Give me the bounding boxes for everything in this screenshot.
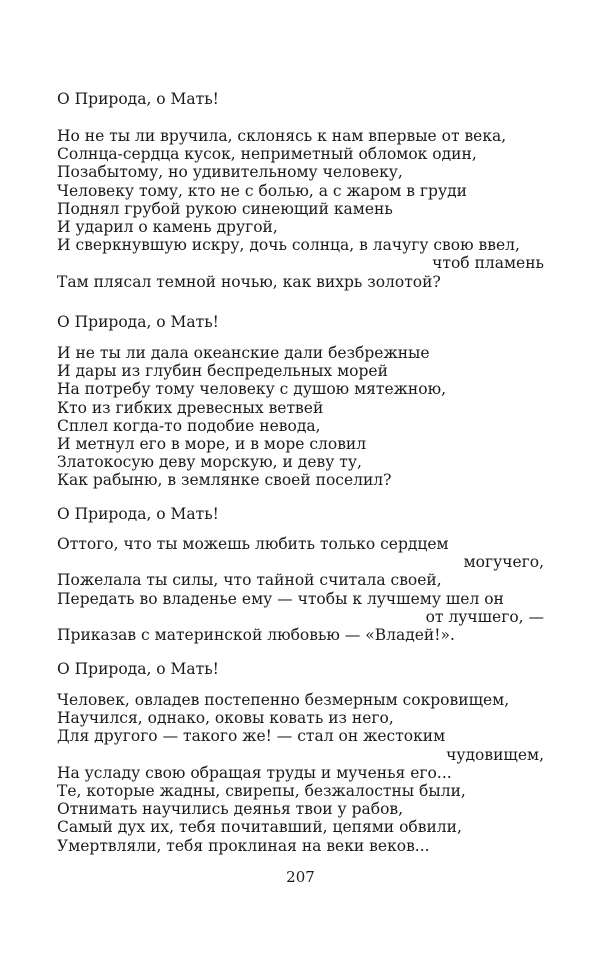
verse-line-continuation: могучего, <box>463 553 544 572</box>
verse-line: Отнимать научились деянья твои у рабов, <box>57 800 404 819</box>
verse-line: Оттого, что ты можешь любить только сердцем <box>57 535 449 553</box>
stanza-3-refrain: О Природа, о Мать! <box>57 505 219 523</box>
verse-line: Человек, овладев постепенно безмерным сокровищем, <box>57 691 510 709</box>
verse-line: На усладу свою обращая труды и мученья его... <box>57 763 452 782</box>
stanza-4 <box>57 691 544 855</box>
verse-line: И сверкнувшую искру, дочь солнца, в лачугу свою ввел, <box>57 236 520 255</box>
stanza-2-refrain: О Природа, о Мать! <box>57 313 219 331</box>
verse-line: Кто из гибких древесных ветвей <box>57 398 324 417</box>
verse-line: Приказав с материнской любовью — «Владей!». <box>57 625 455 644</box>
verse-line: Солнца-сердца кусок, неприметный обломок один, <box>57 145 477 164</box>
verse-line-continuation: чтоб пламень <box>432 254 544 273</box>
verse-line: Позабытому, но удивительному человеку, <box>57 163 403 182</box>
verse-line: И метнул его в море, и в море словил <box>57 434 367 453</box>
verse-line: Умертвляли, тебя проклиная на веки веков... <box>57 836 430 855</box>
verse-line: На потребу тому человеку с душою мятежною, <box>57 380 446 399</box>
verse-line: Научился, однако, оковы ковать из него, <box>57 709 394 728</box>
verse-line: Там плясал темной ночью, как вихрь золотой? <box>57 272 441 291</box>
stanza-4-refrain: О Природа, о Мать! <box>57 660 219 678</box>
stanza-1-refrain: О Природа, о Мать! <box>57 90 219 108</box>
verse-line: Как рабыню, в землянке своей поселил? <box>57 471 392 490</box>
verse-line: И дары из глубин беспредельных морей <box>57 362 388 381</box>
verse-line: Те, которые жадны, свирепы, безжалостны были, <box>57 781 466 800</box>
book-page <box>57 0 544 960</box>
verse-line: Человеку тому, кто не с болью, а с жаром в груди <box>57 181 467 200</box>
verse-line: Златокосую деву морскую, и деву ту, <box>57 453 362 472</box>
verse-line-continuation: чудовищем, <box>446 745 544 764</box>
stanza-3 <box>57 535 544 644</box>
verse-line: Поднял грубой рукою синеющий камень <box>57 199 393 218</box>
verse-line: И ударил о камень другой, <box>57 217 278 236</box>
verse-line: Сплел когда-то подобие невода, <box>57 416 321 435</box>
verse-line: Но не ты ли вручила, склонясь к нам впервые от века, <box>57 127 507 145</box>
verse-line: Для другого — такого же! — стал он жестоким <box>57 727 446 746</box>
verse-line-continuation: от лучшего, — <box>425 607 544 626</box>
stanza-1 <box>57 127 544 291</box>
verse-line: И не ты ли дала океанские дали безбрежные <box>57 344 430 362</box>
verse-line: Передать во владенье ему — чтобы к лучшему шел он <box>57 589 504 608</box>
stanza-2 <box>57 344 544 490</box>
verse-line: Пожелала ты силы, что тайной считала своей, <box>57 571 442 590</box>
verse-line: Самый дух их, тебя почитавший, цепями обвили, <box>57 818 462 837</box>
page-number: 207 <box>286 868 315 886</box>
